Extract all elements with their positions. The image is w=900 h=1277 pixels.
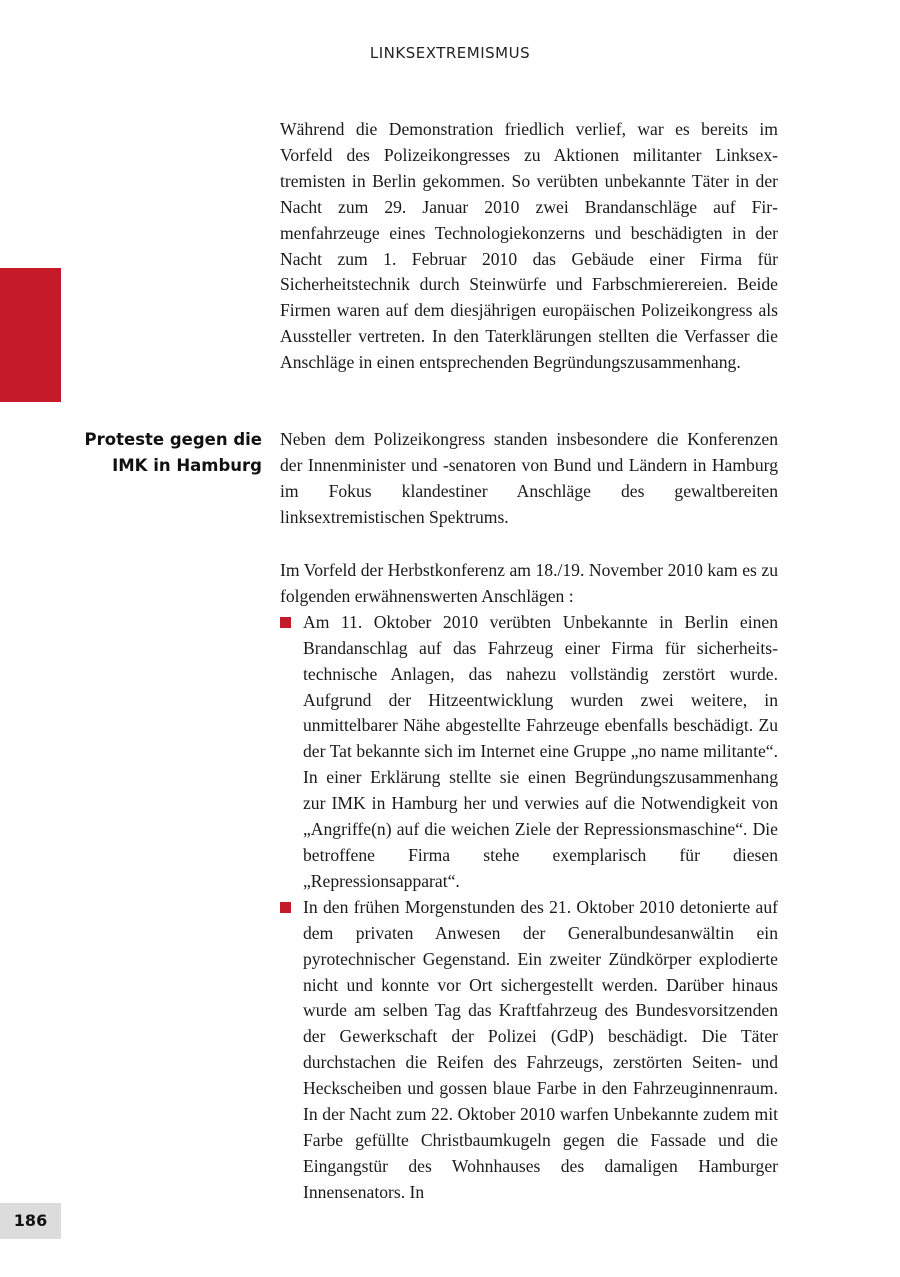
paragraph-text: Neben dem Polizeikongress standen insbesondere die Konferenzen der Innenminister und -senatoren von Bund und Ländern in Hamburg im Fokus klandestiner Anschläge des gewaltbereiten linksextremistischen Spektrums. [280, 429, 778, 527]
list-item [280, 895, 778, 1206]
side-heading-line-2: IMK in Hamburg [112, 455, 262, 475]
paragraph-1 [280, 117, 778, 376]
paragraph-text: Während die Demonstration friedlich verlief, war es bereits im Vorfeld des Polizeikongresses zu Aktionen militanter Linksextremisten in Berlin gekommen. So verübten unbekannte Täter in der Nacht zum 29. Januar 2010 zwei Brandanschläge auf Firmenfahrzeuge eines Technologiekonzerns und beschädigten in der Nacht zum 1. Februar 2010 das Gebäude einer Firma für Sicherheitstechnik durch Steinwürfe und Farbschmierereien. Beide Firmen waren auf dem diesjährigen europäischen Polizeikongress als Aussteller vertreten. In den Taterklärungen stellten die Verfasser die Anschläge in einen entsprechenden Begründungszusammenhang. [280, 119, 778, 373]
bullet-list [280, 610, 778, 1206]
paragraph-3 [280, 558, 778, 1206]
side-heading [70, 427, 262, 479]
red-square-bullet-icon [280, 902, 291, 913]
chapter-color-tab [0, 268, 61, 402]
side-heading-line-1: Proteste gegen die [84, 430, 262, 449]
list-item-text: In den frühen Morgenstunden des 21. Oktober 2010 detonierte auf dem privaten Anwesen der Generalbundesanwältin ein pyrotechnischer Gegenstand. Ein zweiter Zündkörper explodierte nicht und konnte vor Ort sichergestellt werden. Darüber hinaus wurde am selben Tag das Kraftfahrzeug des Bundesvorsitzenden der Gewerkschaft der Polizei (GdP) beschädigt. Die Täter durchstachen die Reifen des Fahrzeugs, zerstörten Seiten- und Heckscheiben und gossen blaue Farbe in den Fahrzeuginnenraum. In der Nacht zum 22. Oktober 2010 warfen Unbekannte zudem mit Farbe gefüllte Christbaumkugeln gegen die Fassade und die Eingangstür des Wohnhauses des damaligen Hamburger Innensenators. In [303, 896, 778, 1202]
paragraph-intro: Im Vorfeld der Herbstkonferenz am 18./19. November 2010 kam es zu folgenden erwähnenswerten Anschlägen : [280, 560, 778, 606]
running-head: LINKSEXTREMISMUS [369, 44, 531, 62]
list-item [280, 610, 778, 895]
paragraph-2 [280, 427, 778, 531]
list-item-text: Am 11. Oktober 2010 verübten Unbekannte in Berlin einen Brandanschlag auf das Fahrzeug einer Firma für sicherheitstechnische Anlagen, das nahezu vollständig zerstört wurde. Aufgrund der Hitzeentwicklung wurden zwei weitere, in unmittelbarer Nähe abgestellte Fahrzeuge ebenfalls beschädigt. Zu der Tat bekannte sich im Internet eine Gruppe „no name militante“. In einer Erklärung stellte sie einen Begründungszusammenhang zur IMK in Hamburg her und verwies auf die Notwendigkeit von „Angriffe(n) auf die weichen Ziele der Repressionsmaschine“. Die betroffene Firma stehe exemplarisch für diesen „Repressionsapparat“. [303, 611, 778, 891]
red-square-bullet-icon [280, 617, 291, 628]
page-number: 186 [0, 1203, 61, 1239]
